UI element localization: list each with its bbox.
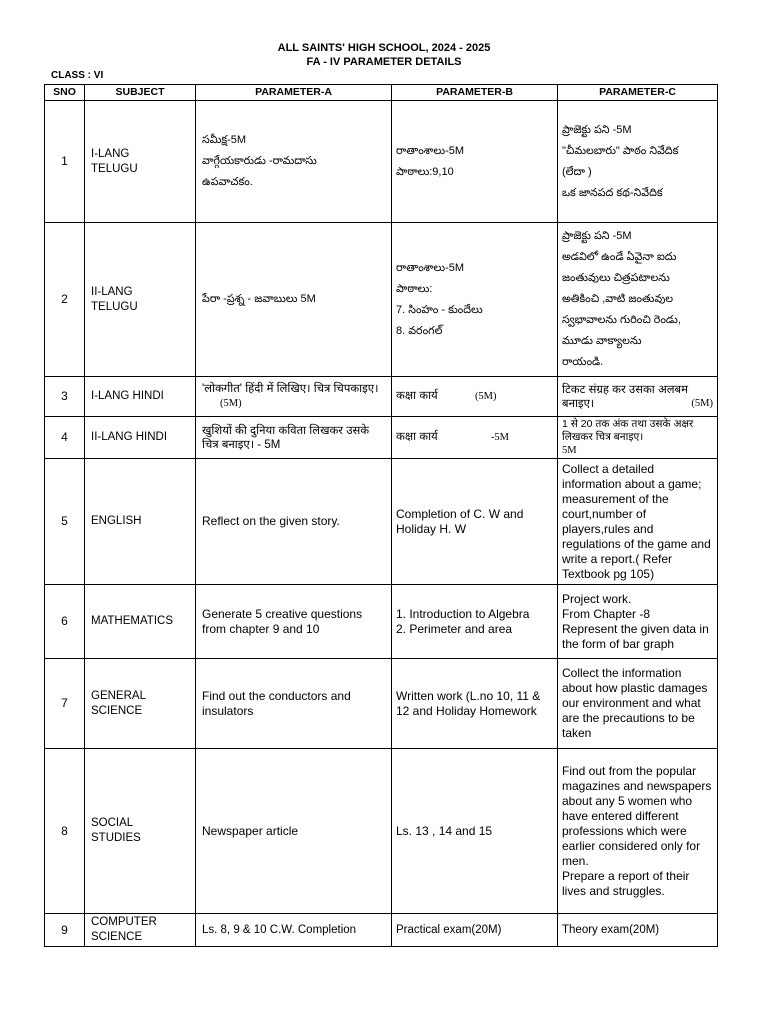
- subject-line: SOCIAL: [91, 817, 134, 829]
- column-header-parameter-c: PARAMETER-C: [558, 85, 718, 101]
- cell-line: (లేదా ): [562, 165, 592, 178]
- cell-line: Newspaper article: [202, 823, 299, 838]
- table-row: [45, 377, 718, 417]
- cell-line: Project work.: [562, 591, 632, 606]
- cell-parameter-c: [558, 101, 718, 223]
- cell-parameter-a: [196, 101, 392, 223]
- document-subtitle: FA - IV PARAMETER DETAILS: [306, 56, 462, 68]
- cell-subject: [85, 914, 196, 947]
- cell-parameter-c: [558, 377, 718, 417]
- cell-subject: [85, 585, 196, 659]
- cell-line: 2. Perimeter and area: [396, 621, 513, 636]
- column-header-subject: SUBJECT: [85, 85, 196, 101]
- marks-label: (5M): [691, 397, 713, 409]
- subject-line: II-LANG: [91, 285, 133, 298]
- cell-line: Ls. 8, 9 & 10 C.W. Completion: [202, 923, 357, 936]
- table-row: [45, 101, 718, 223]
- cell-line: వాగ్గేయకారుడు -రామదాసు: [202, 155, 317, 167]
- cell-line: Collect the information about how plastic damages our environment and what are the precautions to be taken: [562, 666, 708, 740]
- subject-line: MATHEMATICS: [91, 615, 173, 627]
- cell-line: Completion of C. W and Holiday H. W: [396, 506, 524, 536]
- cell-line: అడవిలో ఉండే ఏవైనా ఐదు: [562, 251, 677, 263]
- subject-line: I-LANG: [91, 147, 130, 160]
- cell-sno: 1: [45, 101, 85, 223]
- cell-text: टिकट संग्रह कर उसका अलबम बनाइए।: [562, 383, 688, 410]
- cell-line: Collect a detailed information about a game; measurement of the court,number of players,rules and regulations of the game and write a report.( Refer Textbook pg 105): [562, 461, 711, 581]
- cell-line: పాఠాలు:9,10: [396, 165, 454, 178]
- cell-parameter-a: [196, 585, 392, 659]
- cell-line: Find out the conductors and insulators: [202, 688, 351, 718]
- cell-parameter-c: [558, 659, 718, 749]
- cell-line: 7. సింహం - కుందేలు: [396, 303, 483, 316]
- cell-line: Practical exam(20M): [396, 923, 502, 936]
- table-row: [45, 459, 718, 585]
- cell-parameter-b: [392, 377, 558, 417]
- cell-parameter-a: [196, 749, 392, 914]
- cell-parameter-a: [196, 417, 392, 459]
- cell-subject: [85, 659, 196, 749]
- cell-sno: 5: [45, 459, 85, 585]
- cell-line: From Chapter -8: [562, 606, 651, 621]
- cell-parameter-a: [196, 659, 392, 749]
- marks-label: -5M: [490, 432, 510, 443]
- marks-label: (5M): [474, 391, 497, 402]
- subject-line: ENGLISH: [91, 515, 142, 527]
- cell-line: Find out from the popular magazines and newspapers about any 5 women who have entered different professions which were earlier considered only for men.: [562, 763, 712, 868]
- cell-line: ఒక జానపద కథ-నివేదిక: [562, 186, 663, 199]
- cell-line: అతికించి ,వాటి జంతువుల: [562, 293, 674, 305]
- cell-line: రాతాంశాలు-5M: [396, 144, 465, 157]
- subject-line: COMPUTER: [91, 916, 157, 928]
- cell-text: कक्षा कार्य: [396, 431, 438, 443]
- subject-line: TELUGU: [91, 162, 138, 175]
- cell-subject: [85, 459, 196, 585]
- cell-line: Theory exam(20M): [562, 923, 660, 936]
- cell-line: సమీక్ష-5M: [202, 134, 247, 146]
- cell-line: Ls. 13 , 14 and 15: [396, 823, 493, 838]
- table-row: [45, 914, 718, 947]
- table-row: [45, 223, 718, 377]
- cell-text: 'लोकगीत' हिंदी में लिखिए। चित्र चिपकाइए।: [202, 383, 379, 395]
- cell-line: Written work (L.no 10, 11 & 12 and Holiday Homework: [396, 688, 541, 718]
- subject-line: STUDIES: [91, 832, 141, 844]
- cell-line: మూడు వాక్యాలను: [562, 335, 642, 347]
- cell-line: రాతాంశాలు-5M: [396, 261, 465, 274]
- cell-line: ప్రాజెక్టు పని -5M: [562, 123, 632, 136]
- cell-subject: [85, 417, 196, 459]
- column-header-parameter-a: PARAMETER-A: [196, 85, 392, 101]
- cell-parameter-b: [392, 223, 558, 377]
- cell-line: స్వభావాలను గురించి రెండు,: [562, 314, 681, 326]
- cell-line: ప్రాజెక్టు పని -5M: [562, 230, 632, 242]
- cell-line: Represent the given data in the form of bar graph: [562, 621, 709, 651]
- cell-parameter-a: [196, 377, 392, 417]
- cell-parameter-c: [558, 914, 718, 947]
- cell-sno: 6: [45, 585, 85, 659]
- cell-parameter-c: [558, 459, 718, 585]
- cell-parameter-b: [392, 459, 558, 585]
- column-header-parameter-b: PARAMETER-B: [392, 85, 558, 101]
- cell-sno: 2: [45, 223, 85, 377]
- school-title: ALL SAINTS' HIGH SCHOOL, 2024 - 2025: [277, 42, 491, 54]
- table-row: [45, 417, 718, 459]
- cell-line: జంతువులు చిత్రపటాలను: [562, 272, 670, 284]
- cell-parameter-c: [558, 749, 718, 914]
- marks-label: 5M: [562, 445, 577, 456]
- subject-line: SCIENCE: [91, 931, 143, 943]
- cell-parameter-b: [392, 417, 558, 459]
- cell-line: Reflect on the given story.: [202, 514, 340, 528]
- cell-subject: [85, 223, 196, 377]
- cell-subject: [85, 377, 196, 417]
- cell-parameter-b: [392, 659, 558, 749]
- subject-line: SCIENCE: [91, 704, 143, 717]
- subject-line: I-LANG HINDI: [91, 390, 164, 402]
- table-header-row: [45, 85, 718, 101]
- table-row: [45, 585, 718, 659]
- cell-sno: 3: [45, 377, 85, 417]
- subject-line: TELUGU: [91, 300, 138, 313]
- cell-text: खुशियों की दुनिया कविता लिखकर उसके चित्र बनाइए। - 5M: [202, 424, 370, 451]
- cell-parameter-b: [392, 585, 558, 659]
- marks-label: (5M): [220, 398, 242, 409]
- cell-sno: 4: [45, 417, 85, 459]
- subject-line: GENERAL: [91, 689, 146, 702]
- cell-parameter-b: [392, 914, 558, 947]
- class-label: CLASS : VI: [51, 70, 104, 81]
- cell-parameter-a: [196, 459, 392, 585]
- cell-line: 1. Introduction to Algebra: [396, 606, 530, 621]
- cell-subject: [85, 749, 196, 914]
- cell-subject: [85, 101, 196, 223]
- cell-parameter-a: [196, 223, 392, 377]
- cell-text: 1 से 20 तक अंक तथा उसके अक्षर लिखकर चित्र बनाइए।: [562, 418, 694, 443]
- cell-text: कक्षा कार्य: [396, 390, 438, 402]
- cell-line: పాఠాలు:: [396, 282, 433, 295]
- cell-sno: 8: [45, 749, 85, 914]
- cell-line: పేరా -ప్రశ్న - జవాబులు 5M: [202, 293, 316, 305]
- table-row: [45, 659, 718, 749]
- cell-parameter-b: [392, 101, 558, 223]
- cell-parameter-c: [558, 417, 718, 459]
- cell-line: ఉపవాచకం.: [202, 176, 253, 188]
- cell-sno: 9: [45, 914, 85, 947]
- cell-sno: 7: [45, 659, 85, 749]
- subject-line: II-LANG HINDI: [91, 431, 168, 443]
- cell-parameter-b: [392, 749, 558, 914]
- cell-line: "చీమలబారు" పాఠం నివేదిక: [562, 144, 679, 157]
- cell-line: 8. వరంగల్: [396, 324, 443, 337]
- cell-parameter-c: [558, 585, 718, 659]
- table-row: [45, 749, 718, 914]
- cell-line: రాయండి.: [562, 356, 604, 368]
- column-header-sno: SNO: [45, 85, 85, 101]
- parameter-table: [44, 84, 718, 947]
- cell-parameter-a: [196, 914, 392, 947]
- cell-line: Prepare a report of their lives and struggles.: [562, 868, 690, 898]
- cell-parameter-c: [558, 223, 718, 377]
- cell-line: Generate 5 creative questions from chapter 9 and 10: [202, 606, 363, 636]
